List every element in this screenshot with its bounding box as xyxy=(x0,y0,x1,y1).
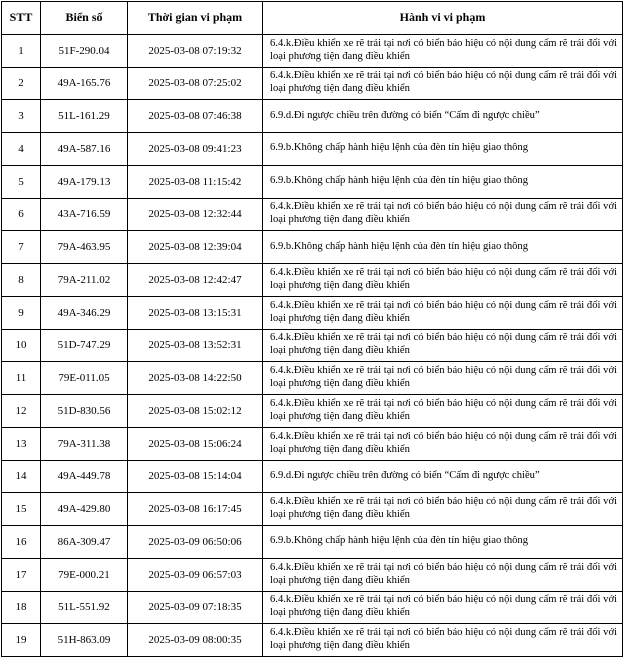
table-row xyxy=(2,624,623,657)
cell-plate: 86A-309.47 xyxy=(41,526,128,559)
cell-violation: 6.4.k.Điều khiển xe rẽ trái tại nơi có biển báo hiệu có nội dung cấm rẽ trái đối với loại phương tiện đang điều khiển xyxy=(263,493,623,526)
cell-plate: 51F-290.04 xyxy=(41,34,128,67)
cell-stt: 12 xyxy=(2,395,41,428)
cell-violation: 6.4.k.Điều khiển xe rẽ trái tại nơi có biển báo hiệu có nội dung cấm rẽ trái đối với loại phương tiện đang điều khiển xyxy=(263,329,623,362)
table-row xyxy=(2,100,623,133)
table-row xyxy=(2,362,623,395)
cell-stt: 16 xyxy=(2,526,41,559)
cell-violation: 6.9.d.Đi ngược chiều trên đường có biển “Cấm đi ngược chiều” xyxy=(263,100,623,133)
cell-violation: 6.4.k.Điều khiển xe rẽ trái tại nơi có biển báo hiệu có nội dung cấm rẽ trái đối với loại phương tiện đang điều khiển xyxy=(263,296,623,329)
violation-table-body xyxy=(2,34,623,656)
cell-violation: 6.9.b.Không chấp hành hiệu lệnh của đèn tín hiệu giao thông xyxy=(263,133,623,166)
cell-violation: 6.4.k.Điều khiển xe rẽ trái tại nơi có biển báo hiệu có nội dung cấm rẽ trái đối với loại phương tiện đang điều khiển xyxy=(263,624,623,657)
cell-plate: 51L-551.92 xyxy=(41,591,128,624)
cell-plate: 79E-011.05 xyxy=(41,362,128,395)
cell-stt: 8 xyxy=(2,264,41,297)
cell-time: 2025-03-08 13:15:31 xyxy=(128,296,263,329)
cell-plate: 51H-863.09 xyxy=(41,624,128,657)
column-header-violation: Hành vi vi phạm xyxy=(263,2,623,35)
cell-time: 2025-03-08 09:41:23 xyxy=(128,133,263,166)
cell-plate: 51D-830.56 xyxy=(41,395,128,428)
table-row xyxy=(2,558,623,591)
table-row xyxy=(2,427,623,460)
cell-time: 2025-03-08 12:42:47 xyxy=(128,264,263,297)
cell-time: 2025-03-08 07:46:38 xyxy=(128,100,263,133)
cell-stt: 13 xyxy=(2,427,41,460)
cell-plate: 79E-000.21 xyxy=(41,558,128,591)
cell-stt: 10 xyxy=(2,329,41,362)
cell-violation: 6.4.k.Điều khiển xe rẽ trái tại nơi có biển báo hiệu có nội dung cấm rẽ trái đối với loại phương tiện đang điều khiển xyxy=(263,362,623,395)
table-row xyxy=(2,395,623,428)
cell-stt: 15 xyxy=(2,493,41,526)
cell-violation: 6.4.k.Điều khiển xe rẽ trái tại nơi có biển báo hiệu có nội dung cấm rẽ trái đối với loại phương tiện đang điều khiển xyxy=(263,67,623,100)
table-row xyxy=(2,296,623,329)
cell-stt: 19 xyxy=(2,624,41,657)
cell-plate: 79A-311.38 xyxy=(41,427,128,460)
table-row xyxy=(2,460,623,493)
cell-plate: 49A-179.13 xyxy=(41,165,128,198)
cell-time: 2025-03-09 07:18:35 xyxy=(128,591,263,624)
cell-stt: 7 xyxy=(2,231,41,264)
cell-stt: 3 xyxy=(2,100,41,133)
cell-plate: 43A-716.59 xyxy=(41,198,128,231)
cell-time: 2025-03-08 15:14:04 xyxy=(128,460,263,493)
cell-time: 2025-03-08 12:32:44 xyxy=(128,198,263,231)
cell-stt: 6 xyxy=(2,198,41,231)
cell-stt: 5 xyxy=(2,165,41,198)
cell-violation: 6.9.d.Đi ngược chiều trên đường có biển “Cấm đi ngược chiều” xyxy=(263,460,623,493)
cell-time: 2025-03-08 11:15:42 xyxy=(128,165,263,198)
column-header-plate: Biển số xyxy=(41,2,128,35)
table-row xyxy=(2,165,623,198)
violation-table-header xyxy=(2,2,623,35)
table-row xyxy=(2,526,623,559)
cell-time: 2025-03-08 07:25:02 xyxy=(128,67,263,100)
cell-violation: 6.4.k.Điều khiển xe rẽ trái tại nơi có biển báo hiệu có nội dung cấm rẽ trái đối với loại phương tiện đang điều khiển xyxy=(263,198,623,231)
header-row xyxy=(2,2,623,35)
cell-stt: 18 xyxy=(2,591,41,624)
cell-violation: 6.4.k.Điều khiển xe rẽ trái tại nơi có biển báo hiệu có nội dung cấm rẽ trái đối với loại phương tiện đang điều khiển xyxy=(263,558,623,591)
column-header-stt: STT xyxy=(2,2,41,35)
cell-stt: 1 xyxy=(2,34,41,67)
cell-plate: 49A-449.78 xyxy=(41,460,128,493)
cell-plate: 51D-747.29 xyxy=(41,329,128,362)
cell-time: 2025-03-09 06:50:06 xyxy=(128,526,263,559)
cell-time: 2025-03-08 15:02:12 xyxy=(128,395,263,428)
cell-time: 2025-03-08 14:22:50 xyxy=(128,362,263,395)
cell-violation: 6.4.k.Điều khiển xe rẽ trái tại nơi có biển báo hiệu có nội dung cấm rẽ trái đối với loại phương tiện đang điều khiển xyxy=(263,427,623,460)
cell-stt: 11 xyxy=(2,362,41,395)
cell-violation: 6.9.b.Không chấp hành hiệu lệnh của đèn tín hiệu giao thông xyxy=(263,526,623,559)
violation-table xyxy=(1,1,623,657)
table-row xyxy=(2,133,623,166)
table-row xyxy=(2,329,623,362)
table-row xyxy=(2,264,623,297)
cell-violation: 6.4.k.Điều khiển xe rẽ trái tại nơi có biển báo hiệu có nội dung cấm rẽ trái đối với loại phương tiện đang điều khiển xyxy=(263,395,623,428)
cell-stt: 4 xyxy=(2,133,41,166)
column-header-time: Thời gian vi phạm xyxy=(128,2,263,35)
cell-plate: 51L-161.29 xyxy=(41,100,128,133)
table-row xyxy=(2,67,623,100)
cell-time: 2025-03-08 07:19:32 xyxy=(128,34,263,67)
cell-stt: 14 xyxy=(2,460,41,493)
table-row xyxy=(2,591,623,624)
cell-plate: 49A-429.80 xyxy=(41,493,128,526)
cell-plate: 79A-211.02 xyxy=(41,264,128,297)
table-row xyxy=(2,34,623,67)
cell-time: 2025-03-08 16:17:45 xyxy=(128,493,263,526)
cell-time: 2025-03-08 15:06:24 xyxy=(128,427,263,460)
cell-violation: 6.4.k.Điều khiển xe rẽ trái tại nơi có biển báo hiệu có nội dung cấm rẽ trái đối với loại phương tiện đang điều khiển xyxy=(263,34,623,67)
cell-violation: 6.9.b.Không chấp hành hiệu lệnh của đèn tín hiệu giao thông xyxy=(263,165,623,198)
cell-time: 2025-03-08 12:39:04 xyxy=(128,231,263,264)
cell-time: 2025-03-09 08:00:35 xyxy=(128,624,263,657)
cell-plate: 49A-165.76 xyxy=(41,67,128,100)
cell-violation: 6.4.k.Điều khiển xe rẽ trái tại nơi có biển báo hiệu có nội dung cấm rẽ trái đối với loại phương tiện đang điều khiển xyxy=(263,264,623,297)
cell-plate: 49A-346.29 xyxy=(41,296,128,329)
cell-plate: 49A-587.16 xyxy=(41,133,128,166)
table-row xyxy=(2,198,623,231)
cell-stt: 2 xyxy=(2,67,41,100)
cell-stt: 17 xyxy=(2,558,41,591)
cell-time: 2025-03-08 13:52:31 xyxy=(128,329,263,362)
cell-time: 2025-03-09 06:57:03 xyxy=(128,558,263,591)
table-row xyxy=(2,231,623,264)
cell-plate: 79A-463.95 xyxy=(41,231,128,264)
cell-violation: 6.9.b.Không chấp hành hiệu lệnh của đèn tín hiệu giao thông xyxy=(263,231,623,264)
cell-stt: 9 xyxy=(2,296,41,329)
table-row xyxy=(2,493,623,526)
cell-violation: 6.4.k.Điều khiển xe rẽ trái tại nơi có biển báo hiệu có nội dung cấm rẽ trái đối với loại phương tiện đang điều khiển xyxy=(263,591,623,624)
